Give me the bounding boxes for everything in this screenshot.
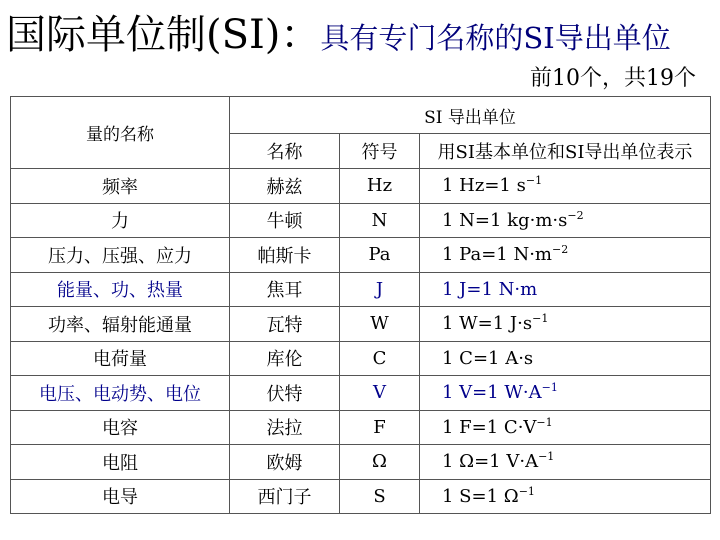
expression-text: 1 Ω=1 V·A bbox=[442, 451, 539, 473]
expression-text: 1 Hz=1 s bbox=[442, 175, 526, 197]
cell-symbol: J bbox=[340, 272, 420, 307]
cell-expression bbox=[420, 307, 711, 342]
table-body bbox=[11, 169, 711, 514]
cell-quantity: 压力、压强、应力 bbox=[11, 238, 230, 273]
cell-symbol: V bbox=[340, 376, 420, 411]
cell-unit-name: 焦耳 bbox=[230, 272, 340, 307]
table-row bbox=[11, 479, 711, 514]
table-row bbox=[11, 341, 711, 376]
cell-unit-name: 欧姆 bbox=[230, 445, 340, 480]
header-expression: 用SI基本单位和SI导出单位表示 bbox=[420, 134, 711, 169]
cell-unit-name: 帕斯卡 bbox=[230, 238, 340, 273]
cell-expression bbox=[420, 238, 711, 273]
table-row bbox=[11, 169, 711, 204]
expression-exponent: −1 bbox=[525, 174, 543, 188]
header-group-si-derived: SI 导出单位 bbox=[230, 97, 711, 134]
cell-expression bbox=[420, 169, 711, 204]
cell-symbol: F bbox=[340, 410, 420, 445]
expression-exponent: −2 bbox=[567, 208, 584, 222]
cell-symbol: N bbox=[340, 203, 420, 238]
expression-exponent: −1 bbox=[536, 415, 553, 429]
cell-symbol: Hz bbox=[340, 169, 420, 204]
title-highlight: 具有专门名称的SI导出单位 bbox=[320, 21, 671, 55]
expression-exponent: −1 bbox=[518, 484, 535, 498]
slide-title bbox=[6, 4, 671, 66]
expression-exponent: −1 bbox=[532, 312, 549, 326]
expression-exponent: −2 bbox=[552, 243, 569, 257]
expression-exponent: −1 bbox=[538, 450, 555, 464]
cell-expression bbox=[420, 445, 711, 480]
title-main: 国际单位制(SI)： bbox=[6, 12, 321, 58]
cell-symbol: Ω bbox=[340, 445, 420, 480]
cell-unit-name: 牛顿 bbox=[230, 203, 340, 238]
si-derived-units-table bbox=[10, 96, 711, 514]
cell-symbol: Pa bbox=[340, 238, 420, 273]
expression-exponent: −1 bbox=[541, 381, 558, 395]
cell-unit-name: 库伦 bbox=[230, 341, 340, 376]
table-row bbox=[11, 272, 711, 307]
cell-quantity: 能量、功、热量 bbox=[11, 272, 230, 307]
table-row bbox=[11, 410, 711, 445]
header-symbol: 符号 bbox=[340, 134, 420, 169]
cell-quantity: 电容 bbox=[11, 410, 230, 445]
cell-expression bbox=[420, 341, 711, 376]
expression-text: 1 J=1 N·m bbox=[442, 278, 538, 300]
cell-quantity: 力 bbox=[11, 203, 230, 238]
cell-symbol: C bbox=[340, 341, 420, 376]
table-row bbox=[11, 307, 711, 342]
cell-expression bbox=[420, 479, 711, 514]
cell-expression bbox=[420, 410, 711, 445]
cell-symbol: S bbox=[340, 479, 420, 514]
expression-text: 1 N=1 kg·m·s bbox=[442, 209, 568, 231]
cell-expression bbox=[420, 272, 711, 307]
cell-quantity: 频率 bbox=[11, 169, 230, 204]
cell-expression bbox=[420, 203, 711, 238]
expression-text: 1 V=1 W·A bbox=[442, 382, 542, 404]
table-row bbox=[11, 238, 711, 273]
expression-text: 1 W=1 J·s bbox=[442, 313, 533, 335]
cell-unit-name: 法拉 bbox=[230, 410, 340, 445]
expression-text: 1 S=1 Ω bbox=[442, 485, 519, 507]
header-quantity: 量的名称 bbox=[11, 97, 230, 169]
cell-expression bbox=[420, 376, 711, 411]
cell-unit-name: 赫兹 bbox=[230, 169, 340, 204]
cell-quantity: 电荷量 bbox=[11, 341, 230, 376]
cell-quantity: 电压、电动势、电位 bbox=[11, 376, 230, 411]
table-row bbox=[11, 376, 711, 411]
cell-quantity: 功率、辐射能通量 bbox=[11, 307, 230, 342]
cell-quantity: 电阻 bbox=[11, 445, 230, 480]
slide-subtitle: 前10个，共19个 bbox=[530, 66, 696, 91]
expression-text: 1 F=1 C·V bbox=[442, 416, 537, 438]
table-row bbox=[11, 203, 711, 238]
header-name: 名称 bbox=[230, 134, 340, 169]
expression-text: 1 Pa=1 N·m bbox=[442, 244, 553, 266]
table-row bbox=[11, 445, 711, 480]
cell-symbol: W bbox=[340, 307, 420, 342]
cell-unit-name: 西门子 bbox=[230, 479, 340, 514]
cell-unit-name: 伏特 bbox=[230, 376, 340, 411]
cell-unit-name: 瓦特 bbox=[230, 307, 340, 342]
expression-text: 1 C=1 A·s bbox=[442, 347, 534, 369]
cell-quantity: 电导 bbox=[11, 479, 230, 514]
